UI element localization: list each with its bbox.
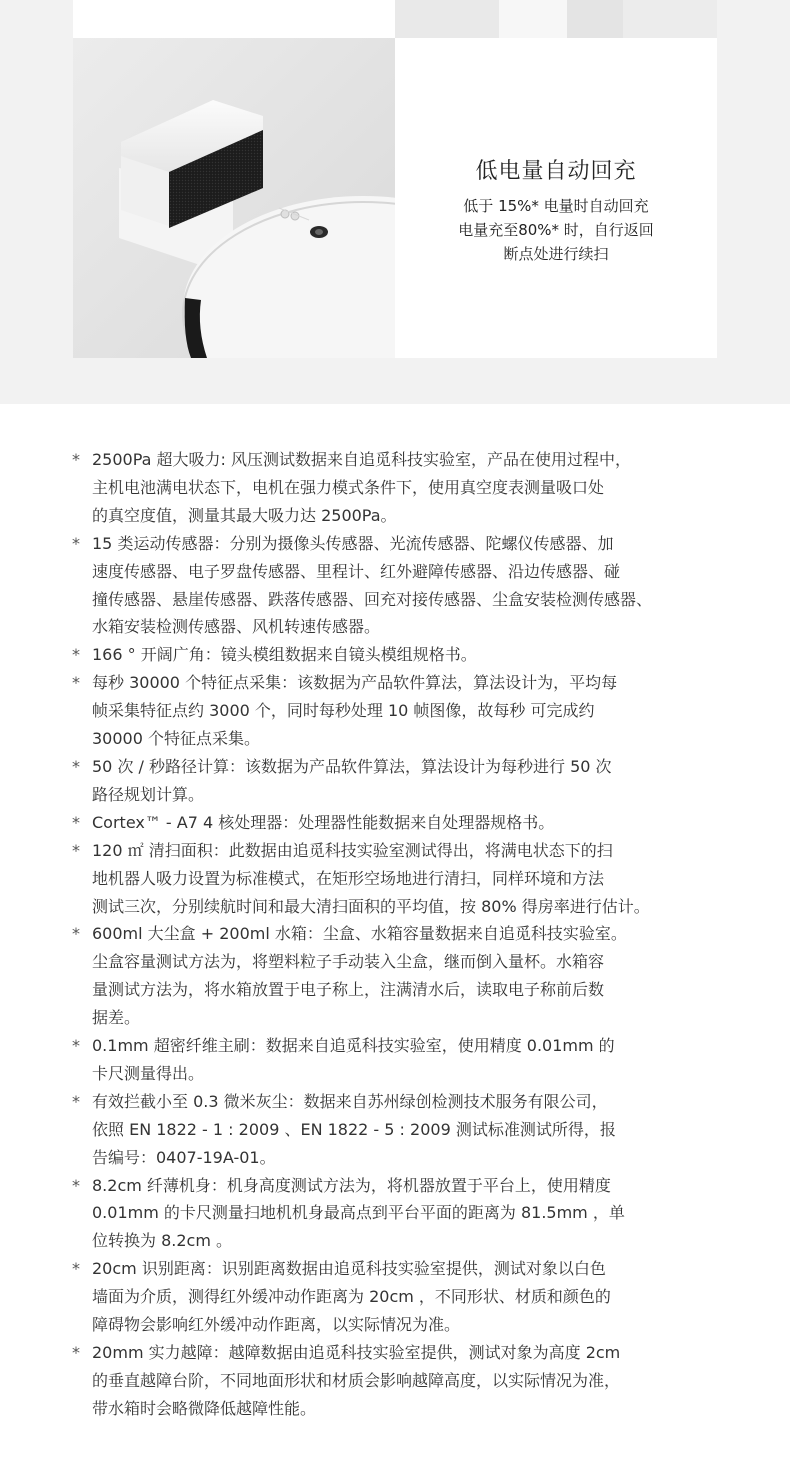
footnote-line: 的真空度值，测量其最大吸力达 2500Pa。 xyxy=(92,505,397,525)
footnote-line: 主机电池满电状态下，电机在强力模式条件下，使用真空度表测量吸口处 xyxy=(92,477,605,497)
footnote-line: 8.2cm 纤薄机身：机身高度测试方法为，将机器放置于平台上，使用精度 xyxy=(92,1175,611,1195)
footnote-line: 测试三次，分别续航时间和最大清扫面积的平均值，按 80% 得房率进行估计。 xyxy=(92,896,650,916)
footnote-item xyxy=(72,809,732,837)
footnote-asterisk: * xyxy=(72,673,80,693)
feature-section xyxy=(0,0,790,404)
footnote-item xyxy=(72,1255,732,1339)
footnote-asterisk: * xyxy=(72,812,80,832)
footnote-line: 600ml 大尘盒 + 200ml 水箱：尘盒、水箱容量数据来自追觅科技实验室。 xyxy=(92,924,627,944)
feature-desc-line: 断点处进行续扫 xyxy=(503,245,609,263)
footnote-line: 墙面为介质，测得红外缓冲动作距离为 20cm ，不同形状、材质和颜色的 xyxy=(92,1287,611,1307)
footnote-line: 告编号：0407-19A-01。 xyxy=(92,1147,276,1167)
footnote-asterisk: * xyxy=(72,1259,80,1279)
footnote-asterisk: * xyxy=(72,1036,80,1056)
footnote-line: 2500Pa 超大吸力: 风压测试数据来自追觅科技实验室，产品在使用过程中， xyxy=(92,450,632,469)
footnote-asterisk: * xyxy=(72,1175,80,1195)
footnote-item xyxy=(72,641,732,669)
footnote-line: 每秒 30000 个特征点采集：该数据为产品软件算法，算法设计为，平均每 xyxy=(92,673,618,693)
footnote-line: 尘盒容量测试方法为，将塑料粒子手动装入尘盒，继而倒入量杯。水箱容 xyxy=(92,952,605,972)
footnote-item xyxy=(72,837,732,921)
footnote-line: 120 ㎡ 清扫面积：此数据由追觅科技实验室测试得出，将满电状态下的扫 xyxy=(92,840,613,860)
robot-and-dock-illustration xyxy=(73,38,395,358)
footnote-item xyxy=(72,530,732,642)
footnote-line: 166 ° 开阔广角：镜头模组数据来自镜头模组规格书。 xyxy=(92,645,477,665)
footnote-item xyxy=(72,1088,732,1172)
footnote-line: 速度传感器、电子罗盘传感器、里程计、红外避障传感器、沿边传感器、碰 xyxy=(92,561,621,581)
feature-desc-line: 低于 15%* 电量时自动回充 xyxy=(463,197,649,215)
footnote-line: 据差。 xyxy=(92,1008,141,1028)
footnote-line: 15 类运动传感器：分别为摄像头传感器、光流传感器、陀螺仪传感器、加 xyxy=(92,533,614,553)
footnote-line: 水箱安装检测传感器、风机转速传感器。 xyxy=(92,617,381,637)
footnote-item xyxy=(72,669,732,753)
footnote-asterisk: * xyxy=(72,645,80,665)
footnote-line: 量测试方法为，将水箱放置于电子称上，注满清水后，读取电子称前后数 xyxy=(92,980,605,1000)
footnote-item xyxy=(72,1032,732,1088)
footnote-line: 带水箱时会略微降低越障性能。 xyxy=(92,1398,317,1418)
footnote-line: 撞传感器、悬崖传感器、跌落传感器、回充对接传感器、尘盒安装检测传感器、 xyxy=(92,589,653,609)
footnotes-list xyxy=(72,446,732,1423)
feature-desc-line: 电量充至80%* 时，自行返回 xyxy=(458,221,654,239)
footnote-line: 的垂直越障台阶，不同地面形状和材质会影响越障高度，以实际情况为准， xyxy=(92,1370,621,1390)
footnote-line: 有效拦截小至 0.3 微米灰尘：数据来自苏州绿创检测技术服务有限公司， xyxy=(92,1091,608,1111)
footnote-line: 地机器人吸力设置为标准模式，在矩形空场地进行清扫，同样环境和方法 xyxy=(92,868,605,888)
charging-dock-photo xyxy=(73,38,395,358)
footnote-line: 路径规划计算。 xyxy=(92,784,205,804)
footnote-asterisk: * xyxy=(72,1343,80,1362)
footnote-line: 20cm 识别距离：识别距离数据由追觅科技实验室提供，测试对象以白色 xyxy=(92,1259,606,1279)
footnote-item xyxy=(72,446,732,530)
footnote-line: 0.01mm 的卡尺测量扫地机机身最高点到平台平面的距离为 81.5mm ，单 xyxy=(92,1203,625,1223)
footnote-item xyxy=(72,1172,732,1256)
feature-text-panel xyxy=(395,38,717,358)
footnote-asterisk: * xyxy=(72,450,80,469)
footnote-item xyxy=(72,753,732,809)
previous-image-strip xyxy=(73,0,717,38)
feature-description xyxy=(395,194,717,266)
footnote-line: 20mm 实力越障：越障数据由追觅科技实验室提供，测试对象为高度 2cm xyxy=(92,1343,621,1362)
footnote-line: 位转换为 8.2cm 。 xyxy=(92,1231,233,1251)
footnote-asterisk: * xyxy=(72,840,80,860)
footnote-line: 卡尺测量得出。 xyxy=(92,1063,205,1083)
footnote-item xyxy=(72,1339,732,1423)
footnote-line: Cortex™ - A7 4 核处理器：处理器性能数据来自处理器规格书。 xyxy=(92,812,555,832)
footnote-asterisk: * xyxy=(72,533,80,553)
footnote-line: 30000 个特征点采集。 xyxy=(92,729,260,749)
footnote-item xyxy=(72,920,732,1032)
footnote-asterisk: * xyxy=(72,924,80,944)
footnote-line: 帧采集特征点约 3000 个，同时每秒处理 10 帧图像，故每秒 可完成约 xyxy=(92,701,595,721)
footnote-line: 50 次 / 秒路径计算：该数据为产品软件算法，算法设计为每秒进行 50 次 xyxy=(92,756,612,776)
footnote-asterisk: * xyxy=(72,1091,80,1111)
footnote-line: 障碍物会影响红外缓冲动作距离，以实际情况为准。 xyxy=(92,1315,461,1335)
footnote-line: 依照 EN 1822 - 1 : 2009 、EN 1822 - 5 : 2009 测试标准测试所得，报 xyxy=(92,1119,616,1139)
footnote-asterisk: * xyxy=(72,756,80,776)
feature-title: 低电量自动回充 xyxy=(475,159,637,184)
footnote-line: 0.1mm 超密纤维主刷：数据来自追觅科技实验室，使用精度 0.01mm 的 xyxy=(92,1036,615,1056)
